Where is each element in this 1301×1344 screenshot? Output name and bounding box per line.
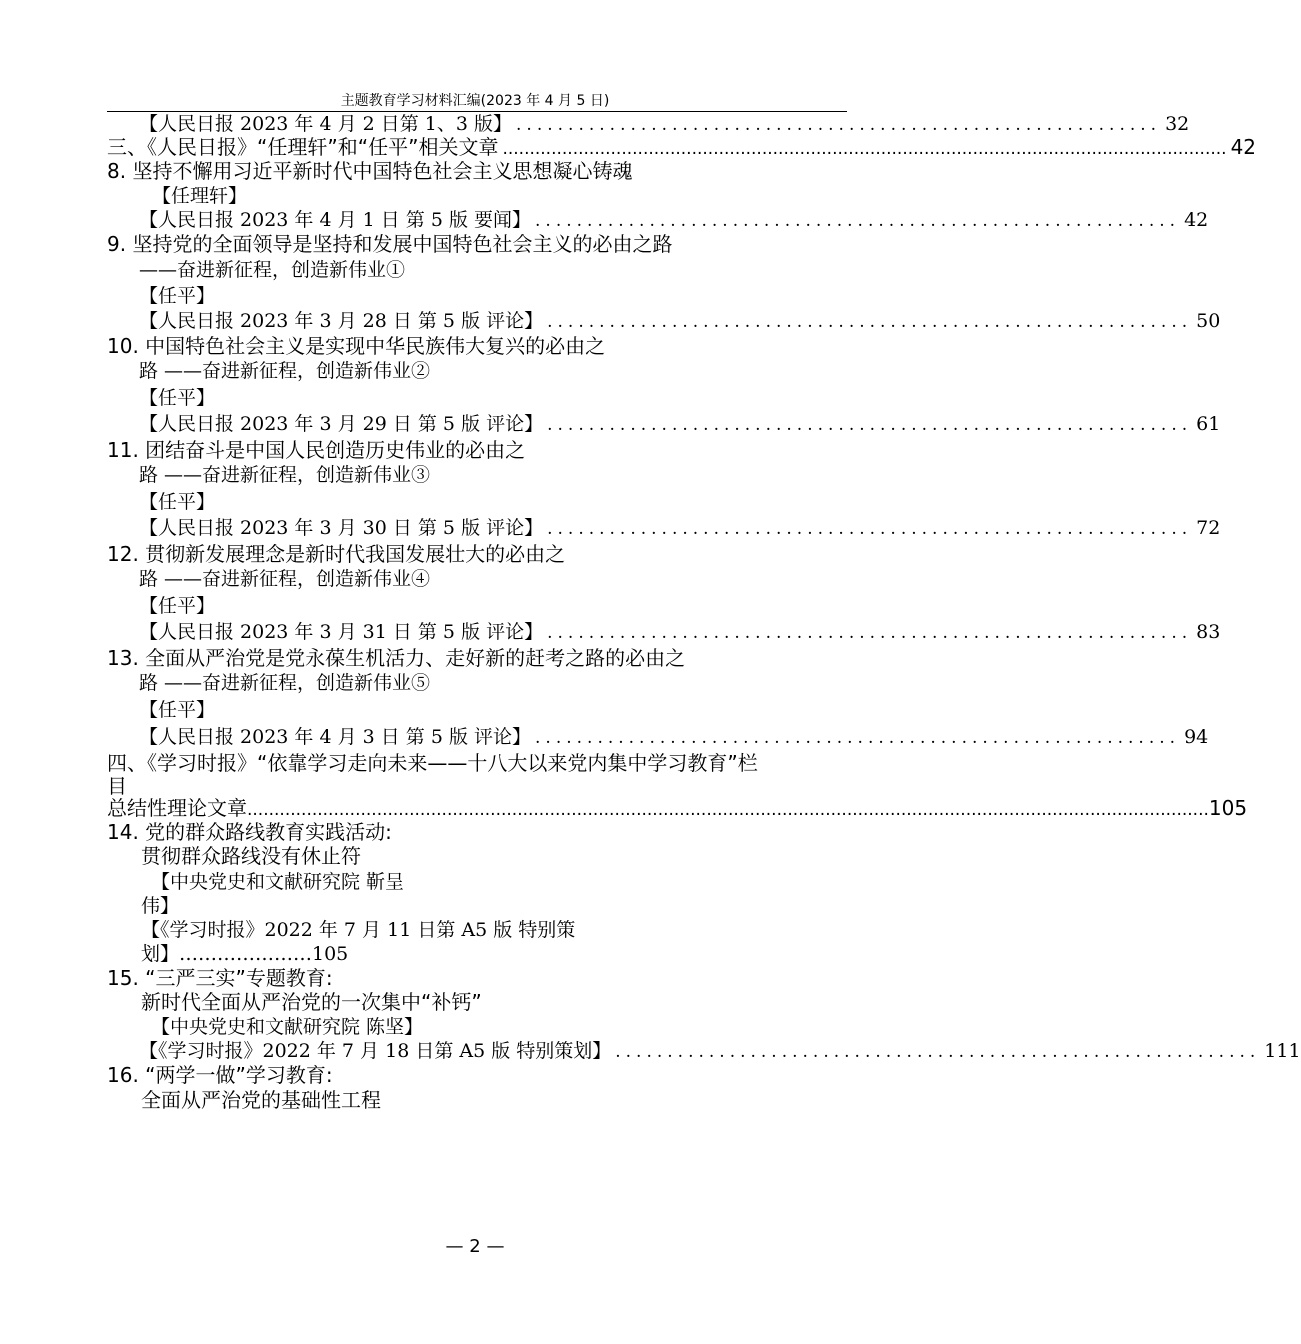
- running-header: 主题教育学习材料汇编(2023 年 4 月 5 日): [340, 93, 610, 109]
- dot-leader: ..............................................................: [535, 728, 1181, 748]
- page-footer: — 2 —: [445, 1236, 505, 1257]
- toc-article-title[interactable]: 10. 中国特色社会主义是实现中华民族伟大复兴的必由之: [107, 334, 606, 358]
- toc-author: 【任平】: [139, 285, 216, 307]
- toc-source: 【《学习时报》2022 年 7 月 18 日第 A5 版 特别策划】: [139, 1040, 612, 1062]
- section-title: 三、《人民日报》“任理轩”和“任平”相关文章: [107, 135, 499, 159]
- page-number: 111: [1264, 1040, 1301, 1062]
- toc-source: 【人民日报 2023 年 4 月 3 日 第 5 版 评论】: [139, 726, 532, 748]
- toc-author-wrap: 伟】: [141, 895, 180, 917]
- dot-leader: ......................................................................................................................................: [502, 139, 1227, 159]
- toc-entry[interactable]: [107, 725, 1209, 749]
- toc-entry[interactable]: [107, 309, 1221, 333]
- toc-entry[interactable]: [107, 208, 1209, 232]
- toc-article-subtitle: 新时代全面从严治党的一次集中“补钙”: [141, 990, 482, 1014]
- toc-author: 【中央党史和文献研究院 陈坚】: [151, 1016, 424, 1038]
- toc-article-subtitle: 贯彻群众路线没有休止符: [141, 844, 361, 868]
- toc-author: 【任平】: [139, 387, 216, 409]
- toc-source: 【人民日报 2023 年 4 月 2 日第 1、3 版】: [139, 113, 513, 135]
- toc-source: 【人民日报 2023 年 3 月 30 日 第 5 版 评论】: [139, 517, 544, 539]
- toc-entry[interactable]: [107, 620, 1221, 644]
- toc-subtitle: ——奋进新征程，创造新伟业①: [139, 259, 406, 281]
- toc-article-title[interactable]: 13. 全面从严治党是党永葆生机活力、走好新的赶考之路的必由之: [107, 646, 686, 670]
- toc-article-title[interactable]: 15. “三严三实”专题教育:: [107, 966, 333, 990]
- toc-source: 【人民日报 2023 年 3 月 31 日 第 5 版 评论】: [139, 621, 544, 643]
- toc-subtitle: 路 ——奋进新征程，创造新伟业③: [139, 464, 431, 486]
- dot-leader: ..............................................................: [547, 623, 1193, 643]
- toc-article-title[interactable]: 11. 团结奋斗是中国人民创造历史伟业的必由之: [107, 438, 526, 462]
- toc-author: 【任理轩】: [152, 185, 248, 207]
- toc-section-heading-wrap: 目: [107, 774, 127, 798]
- toc-section-heading[interactable]: [107, 796, 1248, 820]
- toc-source: 【人民日报 2023 年 3 月 28 日 第 5 版 评论】: [139, 310, 544, 332]
- page-number: 42: [1230, 135, 1257, 159]
- toc-entry[interactable]: [107, 516, 1221, 540]
- page-number: 72: [1196, 517, 1221, 539]
- toc-article-subtitle: 全面从严治党的基础性工程: [141, 1088, 381, 1112]
- toc-section-heading[interactable]: 四、《学习时报》“依靠学习走向未来——十八大以来党内集中学习教育”栏: [107, 751, 758, 775]
- toc-author: 【任平】: [139, 491, 216, 513]
- toc-article-title[interactable]: 12. 贯彻新发展理念是新时代我国发展壮大的必由之: [107, 542, 566, 566]
- dot-leader: ..............................................................: [615, 1042, 1261, 1062]
- toc-entry[interactable]: [107, 412, 1221, 436]
- toc-author: 【任平】: [139, 699, 216, 721]
- page-number: 61: [1196, 413, 1221, 435]
- dot-leader: ..............................................................: [516, 115, 1162, 135]
- toc-article-title[interactable]: 14. 党的群众路线教育实践活动:: [107, 820, 392, 844]
- toc-section-heading[interactable]: [107, 135, 1257, 159]
- toc-author: 【中央党史和文献研究院 靳呈: [151, 871, 405, 893]
- toc-author: 【任平】: [139, 595, 216, 617]
- dot-leader: ..................................................................................................................................................................................: [247, 800, 1209, 820]
- toc-subtitle: 路 ——奋进新征程，创造新伟业④: [139, 568, 431, 590]
- toc-source: 【人民日报 2023 年 4 月 1 日 第 5 版 要闻】: [139, 209, 532, 231]
- toc-article-title[interactable]: 8. 坚持不懈用习近平新时代中国特色社会主义思想凝心铸魂: [107, 159, 633, 183]
- page-number: 83: [1196, 621, 1221, 643]
- toc-source: 【《学习时报》2022 年 7 月 11 日第 A5 版 特别策: [141, 919, 576, 941]
- toc-entry[interactable]: [107, 112, 1190, 136]
- dot-leader: ..............................................................: [547, 415, 1193, 435]
- section-title: 总结性理论文章: [107, 796, 247, 820]
- page-number: 94: [1184, 726, 1209, 748]
- dot-leader: ..............................................................: [535, 211, 1181, 231]
- dot-leader: ..............................................................: [547, 312, 1193, 332]
- toc-entry[interactable]: [107, 1039, 1301, 1063]
- toc-subtitle: 路 ——奋进新征程，创造新伟业⑤: [139, 672, 431, 694]
- page-number: 42: [1184, 209, 1209, 231]
- toc-article-title[interactable]: 9. 坚持党的全面领导是坚持和发展中国特色社会主义的必由之路: [107, 232, 673, 256]
- dot-leader: ..............................................................: [547, 519, 1193, 539]
- toc-article-title[interactable]: 16. “两学一做”学习教育:: [107, 1063, 333, 1087]
- toc-subtitle: 路 ——奋进新征程，创造新伟业②: [139, 360, 431, 382]
- page-number: 105: [1208, 796, 1248, 820]
- toc-source-wrap: 划】…………………105: [141, 943, 349, 965]
- page-number: 50: [1196, 310, 1221, 332]
- page-number: 32: [1165, 113, 1190, 135]
- toc-source: 【人民日报 2023 年 3 月 29 日 第 5 版 评论】: [139, 413, 544, 435]
